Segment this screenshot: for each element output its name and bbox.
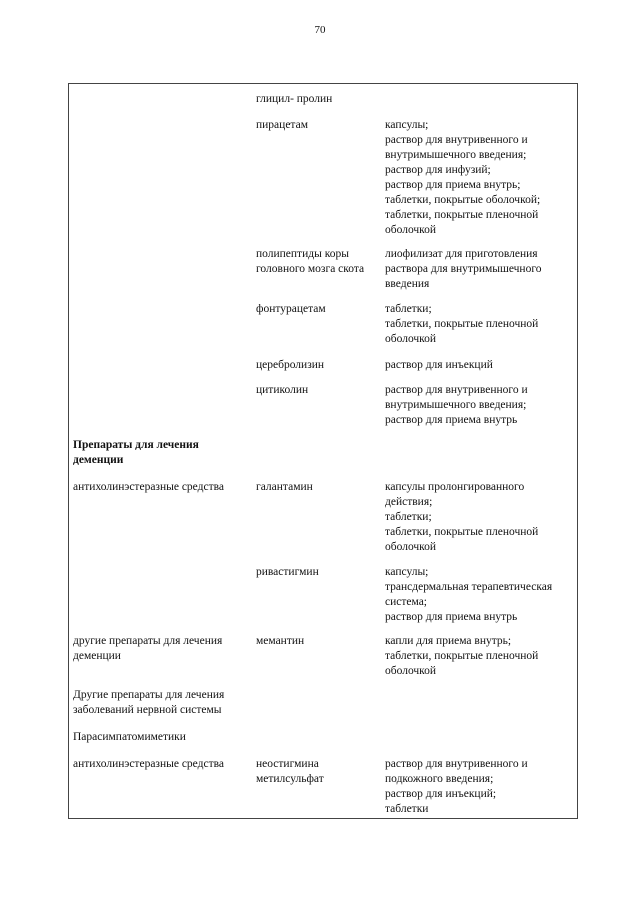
- section-heading: Парасимпатомиметики: [73, 731, 186, 743]
- drug-name: пирацетам: [256, 119, 308, 131]
- dosage-forms: капли для приема внутрь; таблетки, покрытые пленочной оболочкой: [385, 635, 539, 677]
- drug-name: глицил- пролин: [256, 93, 333, 105]
- drug-group: антихолинэстеразные средства: [73, 758, 224, 770]
- drug-name: ривастигмин: [256, 566, 319, 578]
- drug-name: церебролизин: [256, 359, 325, 371]
- drug-group: антихолинэстеразные средства: [73, 481, 224, 493]
- drug-name: неостигмина метилсульфат: [256, 758, 324, 785]
- dosage-forms: капсулы; трансдермальная терапевтическая система; раствор для приема внутрь: [385, 566, 553, 623]
- dosage-forms: раствор для инъекций: [385, 359, 493, 371]
- drug-name: мемантин: [256, 635, 305, 647]
- drug-name: галантамин: [256, 481, 313, 493]
- dosage-forms: капсулы пролонгированного действия; таблетки; таблетки, покрытые пленочной оболочкой: [385, 481, 539, 553]
- section-heading: Препараты для лечения деменции: [73, 439, 199, 466]
- dosage-forms: таблетки; таблетки, покрытые пленочной оболочкой: [385, 303, 539, 345]
- dosage-forms: капсулы; раствор для внутривенного и внутримышечного введения; раствор для инфузий; раствор для приема внутрь; таблетки, покрытые оболочкой; таблетки, покрытые пленочной оболочкой: [385, 119, 541, 236]
- dosage-forms: раствор для внутривенного и подкожного введения; раствор для инъекций; таблетки: [385, 758, 528, 815]
- drug-name: полипептиды коры головного мозга скота: [256, 248, 365, 275]
- drug-group: другие препараты для лечения деменции: [73, 635, 223, 662]
- page-number: 70: [314, 24, 326, 36]
- drug-name: цитиколин: [256, 384, 309, 396]
- dosage-forms: раствор для внутривенного и внутримышечного введения; раствор для приема внутрь: [385, 384, 528, 426]
- drug-table: [68, 83, 578, 819]
- dosage-forms: лиофилизат для приготовления раствора для внутримышечного введения: [385, 248, 542, 290]
- drug-name: фонтурацетам: [256, 303, 326, 315]
- section-heading: Другие препараты для лечения заболеваний нервной системы: [73, 689, 225, 716]
